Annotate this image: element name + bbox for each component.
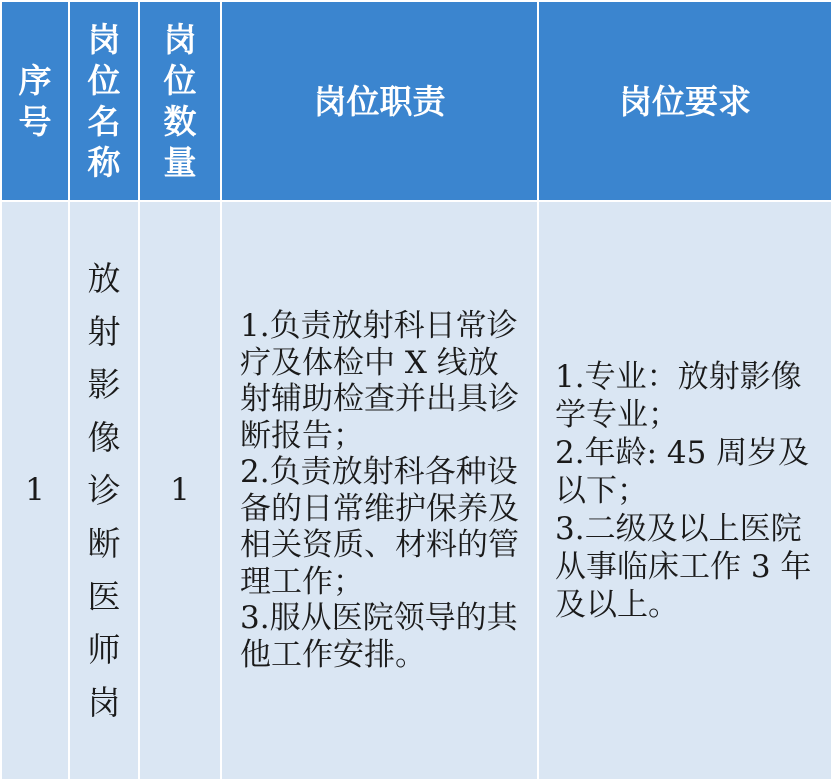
cell-post-name-value: 放射影像诊断医师岗 <box>87 259 121 722</box>
header-duties-label: 岗位职责 <box>313 81 446 121</box>
header-post-name-label: 岗位名称 <box>87 20 121 182</box>
cell-duties <box>221 201 538 780</box>
duty-item-3: 3.服从医院领导的其他工作安排。 <box>240 600 518 673</box>
cell-post-name <box>69 201 139 780</box>
duty-item-2: 2.负责放射科各种设备的日常维护保养及相关资质、材料的管理工作； <box>240 454 519 600</box>
cell-post-count-value: 1 <box>170 472 190 508</box>
cell-post-count <box>139 201 221 780</box>
header-seq <box>1 1 69 201</box>
table-row <box>1 201 831 780</box>
header-post-name <box>69 1 139 201</box>
requirement-item-2: 2.年龄: 45 周岁及以下； <box>555 434 810 509</box>
header-seq-label: 序号 <box>18 61 52 141</box>
header-duties <box>221 1 538 201</box>
header-post-count <box>139 1 221 201</box>
table-header-row <box>1 1 831 201</box>
cell-seq-value: 1 <box>25 472 45 508</box>
header-post-count-label: 岗位数量 <box>163 20 197 182</box>
header-requirements-label: 岗位要求 <box>619 81 751 121</box>
requirement-item-1: 1.专业：放射影像学专业； <box>555 358 802 433</box>
duty-item-1: 1.负责放射科日常诊疗及体检中 X 线放射辅助检查并出具诊断报告； <box>240 308 519 454</box>
cell-requirements <box>538 201 831 780</box>
header-requirements <box>538 1 831 201</box>
requirement-item-3: 3.二级及以上医院从事临床工作 3 年及以上。 <box>555 510 812 623</box>
cell-seq <box>1 201 69 780</box>
